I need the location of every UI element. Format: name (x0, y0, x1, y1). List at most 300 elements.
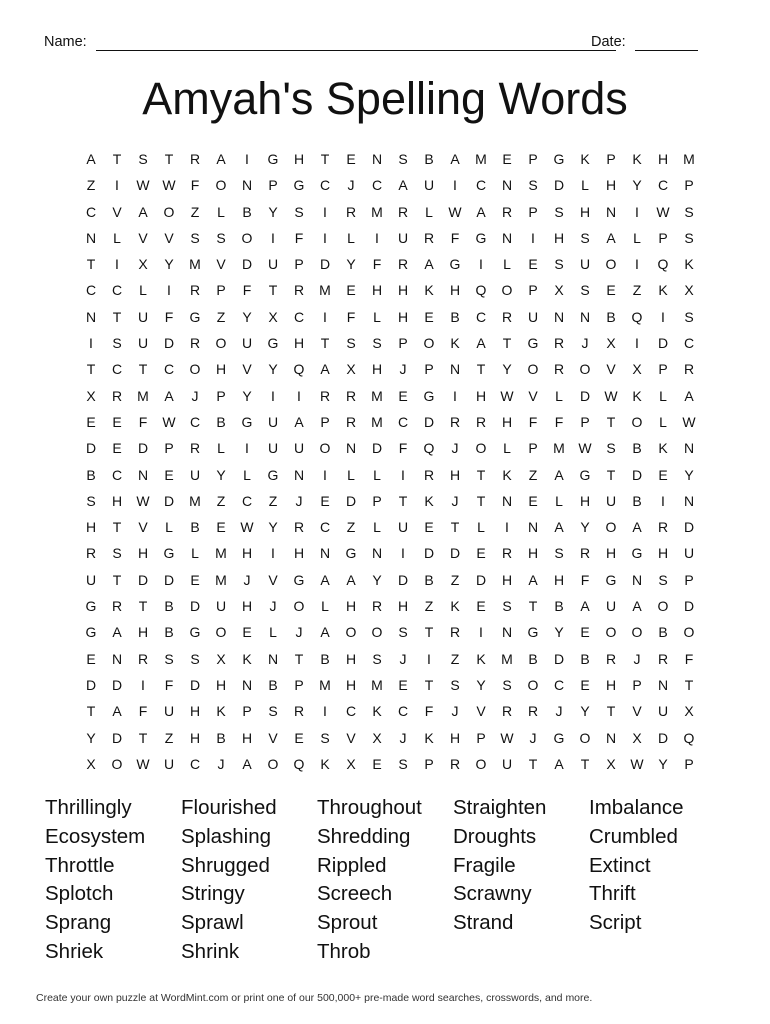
grid-letter: R (111, 598, 123, 615)
grid-letter: A (476, 335, 486, 352)
grid-letter: J (269, 598, 277, 615)
grid-letter: R (137, 650, 149, 667)
grid-letter: P (424, 755, 434, 772)
grid-letter: H (397, 282, 409, 299)
grid-letter: N (579, 308, 591, 325)
grid-letter: W (448, 203, 462, 220)
grid-letter: X (606, 335, 616, 352)
grid-row (78, 172, 702, 198)
spelling-word: Throughout (317, 796, 422, 819)
grid-letter: S (320, 729, 330, 746)
grid-letter: M (553, 440, 565, 457)
grid-row (78, 409, 702, 435)
grid-letter: W (500, 387, 514, 404)
grid-letter: K (476, 650, 486, 667)
grid-letter: R (293, 519, 305, 536)
grid-row (78, 435, 702, 461)
spelling-word: Shrugged (181, 853, 270, 877)
grid-letter: B (320, 650, 330, 667)
grid-letter: G (267, 151, 279, 167)
grid-row (78, 725, 702, 751)
grid-letter: Z (86, 177, 96, 194)
grid-letter: D (111, 729, 123, 746)
grid-letter: E (658, 466, 668, 483)
grid-letter: A (554, 466, 564, 483)
grid-letter: O (163, 203, 175, 220)
grid-letter: U (423, 177, 435, 194)
grid-letter: H (293, 545, 305, 562)
grid-letter: N (371, 545, 383, 562)
grid-letter: D (189, 598, 201, 615)
grid-letter: A (554, 519, 564, 536)
grid-letter: J (347, 177, 355, 194)
grid-row (78, 383, 702, 409)
grid-letter: S (580, 282, 590, 299)
grid-letter: R (553, 361, 565, 378)
grid-letter: H (449, 282, 461, 299)
grid-letter: A (424, 256, 434, 273)
grid-row (78, 277, 702, 303)
grid-letter: M (683, 151, 695, 167)
grid-letter: H (397, 308, 409, 325)
grid-letter: H (527, 545, 539, 562)
grid-letter: N (85, 229, 97, 246)
footer-note: Create your own puzzle at WordMint.com or print one of our 500,000+ pre-made word searches, crosswords, and more. (36, 992, 593, 1004)
grid-letter: T (684, 676, 694, 693)
grid-letter: I (297, 387, 301, 404)
grid-letter: G (553, 729, 565, 746)
grid-letter: P (242, 703, 252, 720)
grid-letter: P (372, 492, 382, 509)
grid-letter: P (632, 676, 642, 693)
grid-letter: M (371, 413, 383, 430)
grid-letter: T (320, 151, 330, 167)
grid-letter: R (319, 387, 331, 404)
grid-letter: D (683, 598, 695, 615)
grid-letter: G (85, 598, 97, 615)
grid-letter: G (423, 387, 435, 404)
grid-letter: J (529, 729, 537, 746)
grid-letter: D (85, 676, 97, 693)
grid-letter: H (449, 729, 461, 746)
grid-letter: C (85, 203, 97, 220)
grid-letter: O (215, 624, 227, 641)
grid-letter: S (684, 308, 694, 325)
grid-letter: N (319, 545, 331, 562)
grid-letter: D (423, 413, 435, 430)
grid-letter: W (604, 387, 618, 404)
grid-letter: K (450, 335, 460, 352)
grid-letter: M (371, 203, 383, 220)
grid-letter: U (241, 335, 253, 352)
grid-letter: O (527, 361, 539, 378)
grid-letter: H (215, 361, 227, 378)
grid-letter: R (371, 598, 383, 615)
grid-letter: N (449, 361, 461, 378)
grid-letter: I (401, 466, 405, 483)
grid-letter: L (373, 466, 381, 483)
grid-letter: X (346, 755, 356, 772)
grid-letter: J (451, 703, 459, 720)
grid-letter: F (554, 413, 564, 430)
grid-letter: T (268, 282, 278, 299)
grid-letter: S (372, 335, 382, 352)
grid-letter: E (398, 676, 408, 693)
grid-letter: B (424, 151, 434, 167)
grid-letter: X (346, 361, 356, 378)
grid-letter: A (216, 151, 226, 167)
grid-letter: R (345, 203, 357, 220)
grid-letter: U (683, 545, 695, 562)
grid-letter: A (450, 151, 460, 167)
grid-letter: F (528, 413, 538, 430)
grid-letter: E (528, 492, 538, 509)
grid-letter: R (397, 203, 409, 220)
spelling-word: Fragile (453, 853, 516, 877)
grid-letter: H (579, 203, 591, 220)
grid-letter: F (424, 703, 434, 720)
page-title: Amyah's Spelling Words (142, 73, 628, 124)
grid-letter: V (268, 571, 278, 588)
spelling-word: Droughts (453, 824, 537, 848)
date-field-line (635, 50, 698, 51)
grid-letter: H (397, 598, 409, 615)
grid-letter: A (606, 229, 616, 246)
grid-letter: H (241, 545, 253, 562)
grid-letter: E (606, 282, 616, 299)
grid-letter: M (189, 492, 201, 509)
grid-letter: C (657, 177, 669, 194)
grid-letter: G (631, 545, 643, 562)
grid-letter: I (115, 177, 119, 194)
grid-letter: O (319, 440, 331, 457)
grid-letter: E (216, 519, 226, 536)
grid-letter: W (162, 177, 176, 194)
grid-letter: B (554, 598, 564, 615)
grid-letter: T (138, 361, 148, 378)
grid-letter: J (191, 387, 199, 404)
grid-letter: S (86, 492, 96, 509)
spelling-word: Shrink (181, 939, 240, 963)
grid-letter: N (631, 571, 643, 588)
grid-letter: S (554, 256, 564, 273)
grid-letter: U (605, 492, 617, 509)
grid-letter: Y (268, 519, 278, 536)
grid-row (78, 330, 702, 356)
grid-letter: E (372, 755, 382, 772)
grid-letter: R (449, 755, 461, 772)
spelling-word: Rippled (317, 853, 387, 877)
grid-letter: O (657, 598, 669, 615)
grid-letter: S (216, 229, 226, 246)
grid-letter: J (295, 492, 303, 509)
name-label: Name: (44, 34, 87, 50)
grid-letter: J (243, 571, 251, 588)
grid-letter: S (398, 755, 408, 772)
grid-letter: H (293, 151, 305, 167)
grid-letter: O (371, 624, 383, 641)
grid-letter: A (320, 624, 330, 641)
grid-letter: A (164, 387, 174, 404)
grid-letter: L (347, 466, 355, 483)
grid-letter: C (241, 492, 253, 509)
grid-letter: H (449, 466, 461, 483)
grid-letter: U (397, 519, 409, 536)
grid-letter: K (450, 598, 460, 615)
grid-letter: L (633, 229, 641, 246)
grid-letter: G (267, 466, 279, 483)
grid-letter: R (501, 703, 513, 720)
grid-letter: N (241, 177, 253, 194)
grid-letter: C (319, 519, 331, 536)
grid-letter: R (293, 282, 305, 299)
grid-letter: T (450, 519, 460, 536)
grid-letter: R (683, 361, 695, 378)
grid-letter: O (631, 413, 643, 430)
grid-letter: A (112, 624, 122, 641)
grid-letter: N (137, 466, 149, 483)
grid-letter: P (580, 413, 590, 430)
grid-letter: G (189, 308, 201, 325)
grid-letter: C (189, 755, 201, 772)
grid-letter: C (111, 282, 123, 299)
grid-letter: X (632, 729, 642, 746)
grid-letter: K (372, 703, 382, 720)
grid-letter: P (476, 729, 486, 746)
grid-letter: S (580, 229, 590, 246)
grid-letter: E (528, 256, 538, 273)
grid-letter: C (85, 282, 97, 299)
grid-letter: Q (293, 755, 305, 772)
grid-letter: S (398, 151, 408, 167)
grid-letter: P (528, 282, 538, 299)
grid-letter: A (112, 703, 122, 720)
grid-letter: C (475, 308, 487, 325)
grid-letter: M (371, 387, 383, 404)
grid-letter: T (294, 650, 304, 667)
spelling-word: Ecosystem (45, 824, 146, 848)
grid-letter: G (241, 413, 253, 430)
grid-letter: Z (268, 492, 278, 509)
grid-letter: R (397, 256, 409, 273)
grid-letter: F (684, 650, 694, 667)
grid-letter: D (371, 440, 383, 457)
grid-letter: B (86, 466, 96, 483)
grid-letter: I (323, 203, 327, 220)
grid-letter: G (85, 624, 97, 641)
grid-letter: G (267, 335, 279, 352)
grid-letter: D (163, 571, 175, 588)
grid-letter: B (164, 624, 174, 641)
grid-letter: V (242, 361, 252, 378)
grid-letter: R (111, 387, 123, 404)
grid-letter: W (578, 440, 592, 457)
grid-letter: R (527, 703, 539, 720)
grid-letter: K (658, 282, 668, 299)
grid-letter: H (241, 729, 253, 746)
grid-letter: I (115, 256, 119, 273)
grid-letter: O (293, 598, 305, 615)
grid-letter: R (189, 335, 201, 352)
grid-letter: P (658, 229, 668, 246)
grid-letter: A (242, 755, 252, 772)
grid-letter: T (138, 729, 148, 746)
grid-row (78, 751, 702, 777)
grid-letter: K (424, 492, 434, 509)
grid-letter: B (632, 492, 642, 509)
grid-letter: Y (268, 361, 278, 378)
grid-letter: D (397, 571, 409, 588)
grid-letter: D (137, 440, 149, 457)
grid-row (78, 199, 702, 225)
grid-letter: M (215, 571, 227, 588)
grid-letter: O (683, 624, 695, 641)
grid-letter: H (241, 598, 253, 615)
grid-letter: A (476, 203, 486, 220)
grid-letter: J (295, 624, 303, 641)
grid-letter: W (136, 177, 150, 194)
grid-letter: R (657, 650, 669, 667)
grid-letter: K (632, 387, 642, 404)
grid-letter: S (190, 650, 200, 667)
grid-letter: P (294, 256, 304, 273)
grid-letter: J (399, 650, 407, 667)
grid-letter: S (294, 203, 304, 220)
grid-letter: Z (216, 492, 226, 509)
grid-letter: S (112, 335, 122, 352)
grid-letter: J (451, 440, 459, 457)
grid-letter: P (268, 177, 278, 194)
grid-letter: B (242, 203, 252, 220)
grid-letter: O (345, 624, 357, 641)
grid-letter: I (271, 387, 275, 404)
grid-letter: O (189, 361, 201, 378)
grid-letter: F (372, 256, 382, 273)
grid-letter: P (684, 177, 694, 194)
grid-letter: E (86, 650, 96, 667)
grid-letter: I (427, 650, 431, 667)
grid-letter: S (398, 624, 408, 641)
grid-letter: I (635, 256, 639, 273)
grid-letter: T (112, 571, 122, 588)
grid-letter: F (242, 282, 252, 299)
grid-letter: E (112, 413, 122, 430)
grid-letter: I (453, 387, 457, 404)
grid-letter: R (657, 519, 669, 536)
grid-letter: G (527, 624, 539, 641)
grid-letter: N (683, 492, 695, 509)
grid-letter: N (293, 466, 305, 483)
grid-letter: E (424, 519, 434, 536)
grid-letter: U (189, 466, 201, 483)
spelling-word: Script (589, 911, 642, 935)
grid-letter: U (137, 335, 149, 352)
grid-letter: X (684, 282, 694, 299)
grid-letter: A (632, 519, 642, 536)
grid-letter: X (268, 308, 278, 325)
grid-letter: O (475, 755, 487, 772)
grid-letter: U (267, 256, 279, 273)
grid-letter: T (86, 703, 96, 720)
grid-letter: L (269, 624, 277, 641)
grid-letter: C (683, 335, 695, 352)
grid-letter: G (449, 256, 461, 273)
grid-letter: Y (684, 466, 694, 483)
grid-letter: N (241, 676, 253, 693)
grid-letter: Q (631, 308, 643, 325)
grid-letter: I (401, 545, 405, 562)
grid-letter: V (216, 256, 226, 273)
grid-letter: Q (683, 729, 695, 746)
name-field-line (96, 50, 616, 51)
grid-letter: Y (268, 203, 278, 220)
grid-letter: L (503, 256, 511, 273)
grid-letter: W (136, 755, 150, 772)
grid-letter: J (399, 729, 407, 746)
grid-row (78, 488, 702, 514)
grid-letter: H (85, 519, 97, 536)
grid-letter: J (633, 650, 641, 667)
grid-letter: E (346, 151, 356, 167)
grid-letter: D (423, 545, 435, 562)
grid-letter: X (554, 282, 564, 299)
grid-letter: H (293, 335, 305, 352)
grid-letter: A (346, 571, 356, 588)
grid-letter: J (581, 335, 589, 352)
grid-letter: J (399, 361, 407, 378)
grid-letter: A (554, 755, 564, 772)
grid-letter: M (371, 676, 383, 693)
grid-letter: H (605, 545, 617, 562)
grid-letter: A (632, 598, 642, 615)
grid-letter: P (528, 440, 538, 457)
grid-letter: D (475, 571, 487, 588)
grid-letter: T (580, 755, 590, 772)
grid-letter: H (501, 571, 513, 588)
grid-letter: O (111, 755, 123, 772)
grid-letter: T (528, 598, 538, 615)
grid-letter: O (215, 177, 227, 194)
grid-letter: Y (658, 755, 668, 772)
grid-row (78, 567, 702, 593)
grid-row (78, 540, 702, 566)
grid-letter: Q (657, 256, 669, 273)
grid-letter: D (683, 519, 695, 536)
grid-letter: Y (632, 177, 642, 194)
grid-letter: G (527, 335, 539, 352)
grid-letter: A (398, 177, 408, 194)
grid-letter: P (528, 151, 538, 167)
grid-letter: T (476, 492, 486, 509)
grid-letter: E (164, 466, 174, 483)
grid-letter: L (165, 519, 173, 536)
spelling-word: Stringy (181, 882, 245, 906)
grid-letter: D (111, 676, 123, 693)
grid-row (78, 356, 702, 382)
spelling-word: Sprout (317, 911, 378, 935)
grid-letter: O (475, 440, 487, 457)
grid-letter: H (137, 624, 149, 641)
spelling-word: Screech (317, 882, 393, 906)
grid-letter: C (163, 361, 175, 378)
grid-letter: Y (242, 387, 252, 404)
grid-letter: D (657, 335, 669, 352)
word-list (45, 794, 725, 967)
grid-letter: I (479, 624, 483, 641)
grid-letter: K (216, 703, 226, 720)
grid-row (78, 646, 702, 672)
grid-letter: Y (346, 256, 356, 273)
